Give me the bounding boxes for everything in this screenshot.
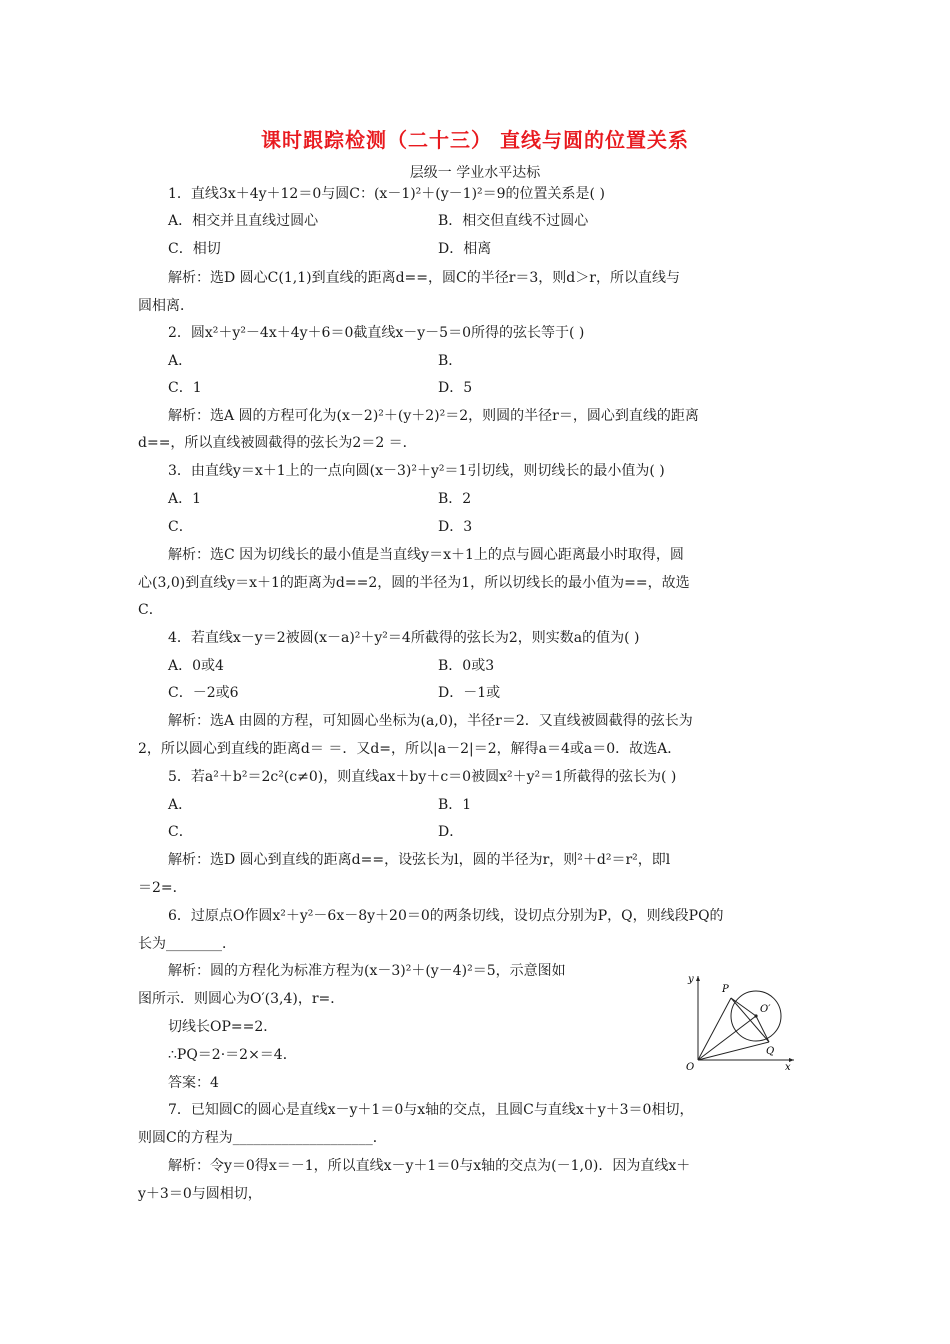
q2-option-a: A．	[168, 353, 193, 369]
q5-option-a: A．	[168, 797, 193, 813]
q3-solution-cont: 心(3,0)到直线y＝x＋1的距离为d==2，圆的半径为1，所以切线长的最小值为==，故选	[138, 575, 690, 591]
figure-label-p: P	[722, 984, 729, 995]
question-3: 3．由直线y＝x＋1上的一点向圆(x－3)²＋y²＝1引切线，则切线长的最小值为( )	[168, 463, 665, 479]
q6-solution-cont: 图所示．则圆心为O′(3,4)，r=．	[138, 991, 345, 1007]
figure-label-center: O′	[760, 1004, 771, 1015]
q3-option-b: B．2	[438, 491, 472, 507]
q5-solution-cont: ＝2=．	[138, 880, 187, 896]
q2-option-c: C．1	[168, 380, 202, 396]
q1-solution: 解析：选D 圆心C(1,1)到直线的距离d==，圆C的半径r＝3，则d＞r，所以直线与	[168, 270, 680, 286]
q3-option-a: A．1	[168, 491, 202, 507]
q6-pq-length: ∴PQ＝2·＝2×＝4．	[168, 1047, 297, 1063]
q6-solution: 解析：圆的方程化为标准方程为(x－3)²＋(y－4)²＝5，示意图如	[168, 963, 566, 979]
q1-option-b: B．相交但直线不过圆心	[438, 213, 589, 229]
q4-option-c: C．－2或6	[168, 685, 239, 701]
q5-option-c: C．	[168, 824, 193, 840]
q1-option-d: D．相离	[438, 241, 492, 257]
q3-solution-cont-2: C．	[138, 602, 163, 618]
q1-solution-cont: 圆相离．	[138, 298, 194, 314]
q6-tangent-length: 切线长OP==2．	[168, 1019, 278, 1035]
question-5: 5．若a²＋b²＝2c²(c≠0)，则直线ax＋by＋c＝0被圆x²＋y²＝1所截得的弦长为( )	[168, 769, 677, 785]
question-1: 1．直线3x＋4y＋12＝0与圆C：(x－1)²＋(y－1)²＝9的位置关系是( )	[168, 186, 605, 202]
q2-option-d: D．5	[438, 380, 473, 396]
tangent-diagram	[676, 970, 800, 1072]
q4-option-b: B．0或3	[438, 658, 495, 674]
q2-solution-cont: d==，所以直线被圆截得的弦长为2＝2 ＝．	[138, 435, 417, 451]
page-subtitle: 层级一 学业水平达标	[409, 165, 541, 181]
q1-option-c: C．相切	[168, 241, 221, 257]
q1-option-a: A．相交并且直线过圆心	[168, 213, 319, 229]
q2-solution: 解析：选A 圆的方程可化为(x－2)²＋(y＋2)²＝2，则圆的半径r＝，圆心到直线的距离	[168, 408, 699, 424]
q4-option-a: A．0或4	[168, 658, 224, 674]
question-6: 6．过原点O作圆x²＋y²－6x－8y＋20＝0的两条切线，设切点分别为P，Q，则线段PQ的	[168, 908, 724, 924]
question-4: 4．若直线x－y＝2被圆(x－a)²＋y²＝4所截得的弦长为2，则实数a的值为( )	[168, 630, 640, 646]
q6-answer: 答案：4	[168, 1075, 219, 1091]
q5-option-d: D．	[438, 824, 464, 840]
q7-solution-cont: y＋3＝0与圆相切，	[138, 1186, 262, 1202]
q2-option-b: B．	[438, 353, 463, 369]
question-2: 2．圆x²＋y²－4x＋4y＋6＝0截直线x－y－5＝0所得的弦长等于( )	[168, 325, 585, 341]
q3-solution: 解析：选C 因为切线长的最小值是当直线y＝x＋1上的点与圆心距离最小时取得，圆	[168, 547, 684, 563]
figure-label-o: O	[686, 1062, 695, 1072]
question-7: 7．已知圆C的圆心是直线x－y＋1＝0与x轴的交点，且圆C与直线x＋y＋3＝0相切，	[168, 1102, 694, 1118]
question-7-cont: 则圆C的方程为____________________．	[138, 1130, 387, 1146]
question-6-cont: 长为________．	[138, 936, 236, 952]
figure-label-y: y	[688, 974, 694, 985]
q4-solution: 解析：选A 由圆的方程，可知圆心坐标为(a,0)，半径r＝2．又直线被圆截得的弦长为	[168, 713, 693, 729]
q5-option-b: B．1	[438, 797, 472, 813]
page-title: 课时跟踪检测（二十三） 直线与圆的位置关系	[261, 128, 689, 152]
q4-solution-cont: 2，所以圆心到直线的距离d＝ ＝．又d=，所以|a－2|＝2，解得a＝4或a＝0．故选A．	[138, 741, 682, 757]
q5-solution: 解析：选D 圆心到直线的距离d==，设弦长为l，圆的半径为r，则²＋d²＝r²，即l	[168, 852, 671, 868]
q3-option-c: C．	[168, 519, 193, 535]
q3-option-d: D．3	[438, 519, 473, 535]
q7-solution: 解析：令y＝0得x＝－1，所以直线x－y＋1＝0与x轴的交点为(－1,0)．因为直线x＋	[168, 1158, 691, 1174]
figure-label-x: x	[785, 1062, 791, 1072]
figure-label-q: Q	[766, 1046, 775, 1057]
q4-option-d: D．－1或	[438, 685, 501, 701]
